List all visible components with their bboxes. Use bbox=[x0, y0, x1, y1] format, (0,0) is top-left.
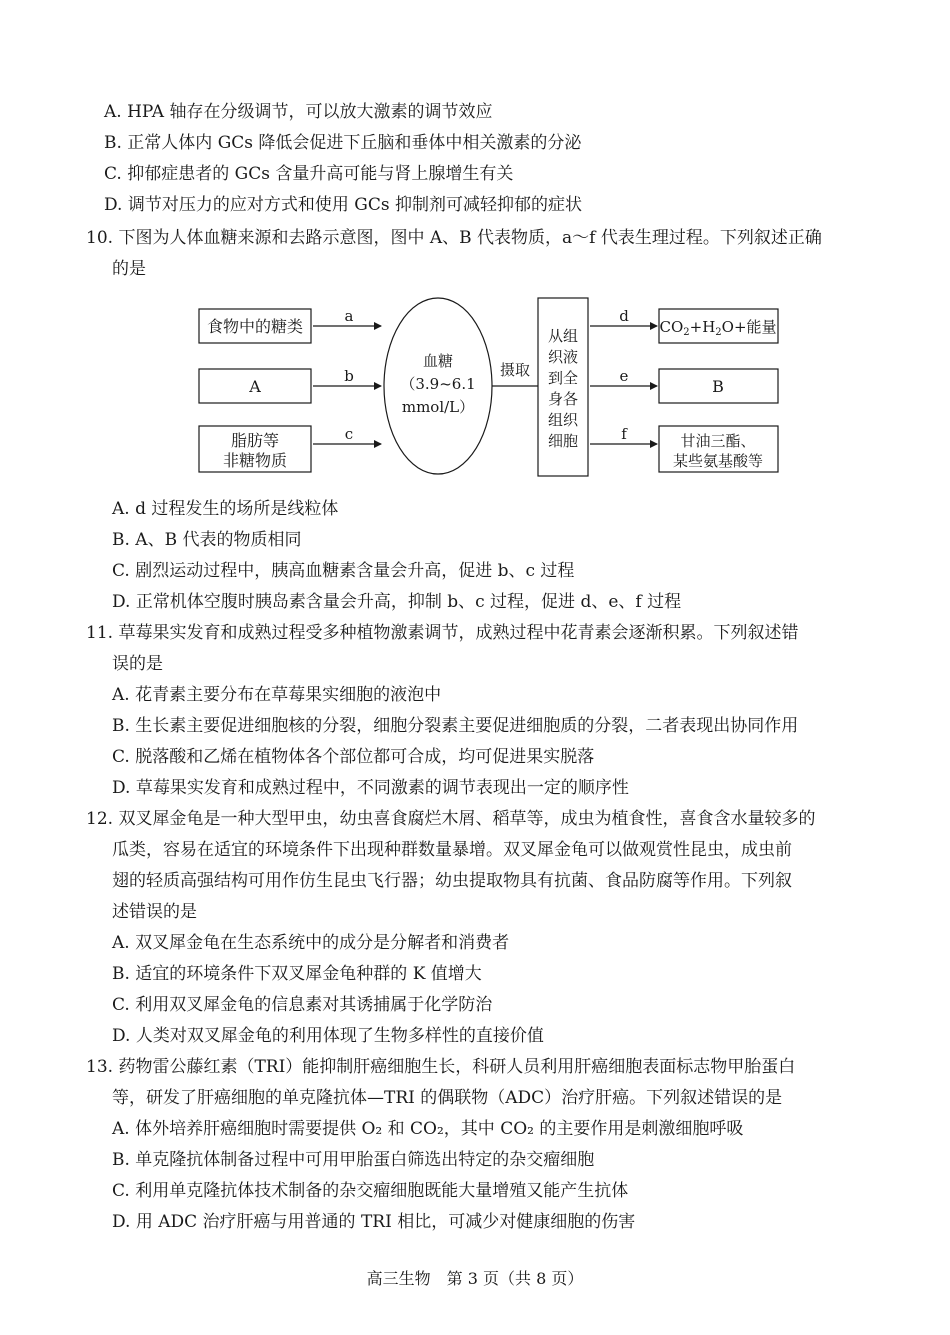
blood-glucose-diagram bbox=[190, 294, 790, 484]
arrow-d-label: d bbox=[619, 307, 629, 325]
q12-option-b: B. 适宜的环境条件下双叉犀金龟种群的 K 值增大 bbox=[112, 964, 482, 984]
q12-option-d: D. 人类对双叉犀金龟的利用体现了生物多样性的直接价值 bbox=[112, 1026, 544, 1046]
source-nonsugar-line1: 脂肪等 bbox=[230, 431, 280, 450]
blood-glucose-label: 血糖 bbox=[422, 352, 454, 370]
output-fat-line1: 甘油三酯、 bbox=[680, 432, 756, 450]
tissue-label-6: 细胞 bbox=[547, 432, 579, 450]
q13-option-b: B. 单克隆抗体制备过程中可用甲胎蛋白筛选出特定的杂交瘤细胞 bbox=[112, 1150, 595, 1170]
q10-option-a: A. d 过程发生的场所是线粒体 bbox=[112, 499, 339, 519]
q10-stem-line1: 10. 下图为人体血糖来源和去路示意图，图中 A、B 代表物质，a～f 代表生理过程。下列叙述正确 bbox=[86, 228, 822, 248]
source-food-label: 食物中的糖类 bbox=[206, 317, 304, 336]
q12-stem-line1: 12. 双叉犀金龟是一种大型甲虫，幼虫喜食腐烂木屑、稻草等，成虫为植食性，喜食含水量较多的 bbox=[86, 809, 816, 829]
q13-option-d: D. 用 ADC 治疗肝癌与用普通的 TRI 相比，可减少对健康细胞的伤害 bbox=[112, 1212, 636, 1232]
source-nonsugar-line2: 非糖物质 bbox=[222, 451, 288, 470]
output-b-label: B bbox=[712, 377, 724, 396]
tissue-label-3: 到全 bbox=[547, 369, 579, 387]
q10-option-c: C. 剧烈运动过程中，胰高血糖素含量会升高，促进 b、c 过程 bbox=[112, 561, 575, 581]
q11-option-c: C. 脱落酸和乙烯在植物体各个部位都可合成，均可促进果实脱落 bbox=[112, 747, 595, 767]
q10-option-d: D. 正常机体空腹时胰岛素含量会升高，抑制 b、c 过程，促进 d、e、f 过程 bbox=[112, 592, 682, 612]
output-co2-label bbox=[659, 318, 776, 338]
output-co2-sub1: 2 bbox=[683, 327, 690, 338]
q9-option-a: A. HPA 轴存在分级调节，可以放大激素的调节效应 bbox=[104, 102, 493, 122]
page-footer: 高三生物 第 3 页（共 8 页） bbox=[366, 1269, 584, 1288]
blood-glucose-range-line1: （3.9~6.1 bbox=[400, 375, 476, 393]
q12-option-c: C. 利用双叉犀金龟的信息素对其诱捕属于化学防治 bbox=[112, 995, 493, 1015]
uptake-label: 摄取 bbox=[499, 361, 531, 379]
q9-option-b: B. 正常人体内 GCs 降低会促进下丘脑和垂体中相关激素的分泌 bbox=[104, 133, 582, 153]
tissue-label-1: 从组 bbox=[547, 327, 579, 345]
q9-option-c: C. 抑郁症患者的 GCs 含量升高可能与肾上腺增生有关 bbox=[104, 164, 514, 184]
q11-option-b: B. 生长素主要促进细胞核的分裂，细胞分裂素主要促进细胞质的分裂，二者表现出协同作用 bbox=[112, 716, 799, 736]
output-co2-part1: CO bbox=[659, 318, 684, 336]
q12-stem-line3: 翅的轻质高强结构可用作仿生昆虫飞行器；幼虫提取物具有抗菌、食品防腐等作用。下列叙 bbox=[112, 871, 792, 891]
q12-option-a: A. 双叉犀金龟在生态系统中的成分是分解者和消费者 bbox=[112, 933, 510, 953]
tissue-label-4: 身各 bbox=[547, 390, 579, 408]
q12-stem-line4: 述错误的是 bbox=[112, 902, 197, 922]
arrow-e-label: e bbox=[619, 367, 629, 385]
arrow-b-label: b bbox=[344, 367, 354, 385]
blood-glucose-range-line2: mmol/L） bbox=[401, 398, 475, 416]
output-co2-part3: O+能量 bbox=[721, 318, 777, 336]
source-a-label: A bbox=[249, 377, 261, 396]
tissue-label-2: 织液 bbox=[547, 348, 579, 366]
q11-stem-line2: 误的是 bbox=[112, 654, 163, 674]
q12-stem-line2: 瓜类，容易在适宜的环境条件下出现种群数量暴增。双叉犀金龟可以做观赏性昆虫，成虫前 bbox=[112, 840, 792, 860]
arrow-c-label: c bbox=[344, 425, 354, 443]
q11-stem-line1: 11. 草莓果实发育和成熟过程受多种植物激素调节，成熟过程中花青素会逐渐积累。下列叙述错 bbox=[86, 623, 799, 643]
arrow-f-label: f bbox=[621, 425, 627, 443]
arrow-a-label: a bbox=[344, 307, 354, 325]
q13-stem-line1: 13. 药物雷公藤红素（TRI）能抑制肝癌细胞生长，科研人员利用肝癌细胞表面标志物甲胎蛋白 bbox=[86, 1057, 796, 1077]
q10-option-b: B. A、B 代表的物质相同 bbox=[112, 530, 302, 550]
q13-option-a: A. 体外培养肝癌细胞时需要提供 O₂ 和 CO₂，其中 CO₂ 的主要作用是刺激细胞呼吸 bbox=[112, 1119, 744, 1139]
output-co2-sub2: 2 bbox=[715, 327, 722, 338]
tissue-label-5: 组织 bbox=[547, 411, 579, 429]
q13-stem-line2: 等，研发了肝癌细胞的单克隆抗体—TRI 的偶联物（ADC）治疗肝癌。下列叙述错误的是 bbox=[112, 1088, 783, 1108]
q9-option-d: D. 调节对压力的应对方式和使用 GCs 抑制剂可减轻抑郁的症状 bbox=[104, 195, 582, 215]
output-co2-part2: +H bbox=[689, 318, 716, 336]
q13-option-c: C. 利用单克隆抗体技术制备的杂交瘤细胞既能大量增殖又能产生抗体 bbox=[112, 1181, 629, 1201]
q10-stem-line2: 的是 bbox=[112, 259, 146, 279]
q11-option-a: A. 花青素主要分布在草莓果实细胞的液泡中 bbox=[112, 685, 442, 705]
output-fat-line2: 某些氨基酸等 bbox=[672, 452, 764, 470]
q11-option-d: D. 草莓果实发育和成熟过程中，不同激素的调节表现出一定的顺序性 bbox=[112, 778, 629, 798]
